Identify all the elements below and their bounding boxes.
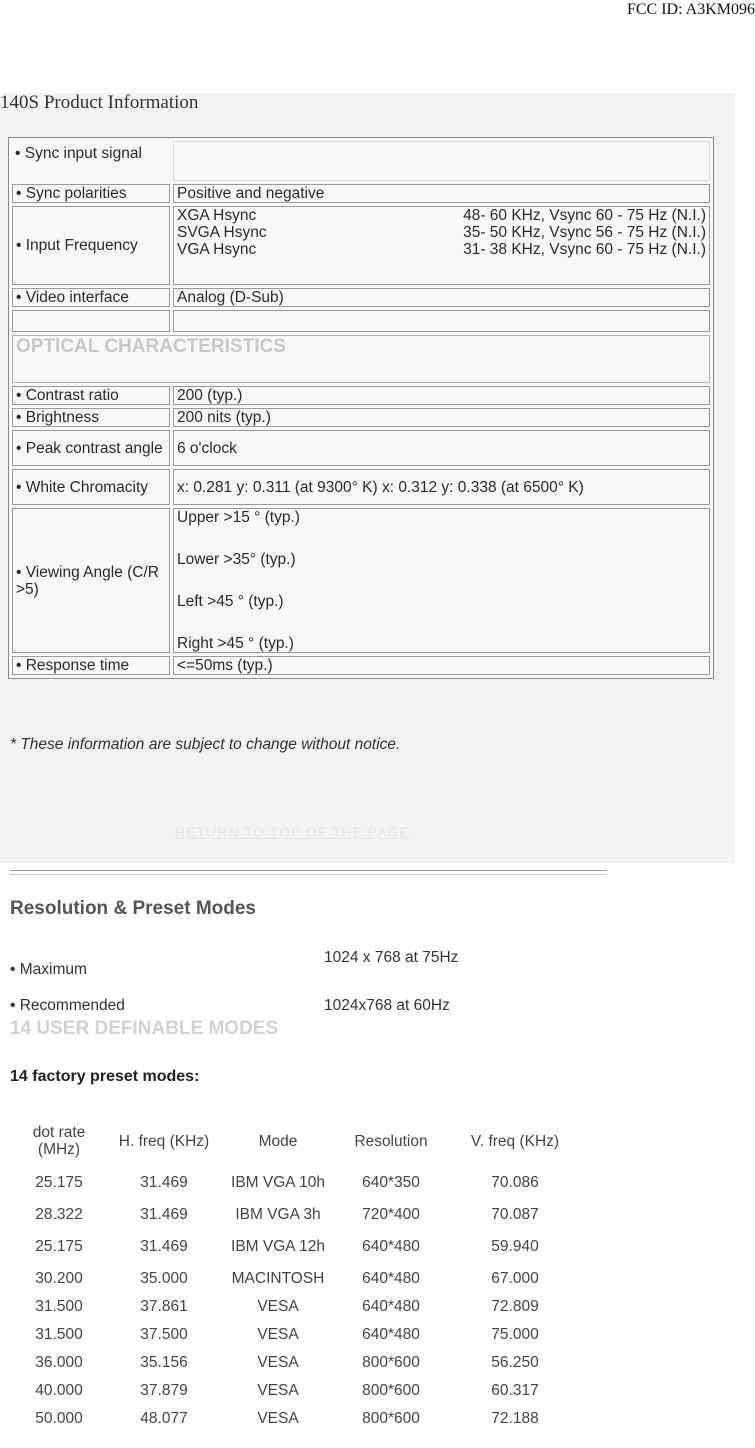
v-freq-cell: 60.317 xyxy=(491,1381,539,1399)
resolution-cell: 800*600 xyxy=(362,1381,420,1399)
table-row xyxy=(14,1320,580,1348)
mode-cell: MACINTOSH xyxy=(231,1269,325,1287)
input-frequency-value xyxy=(173,206,710,285)
freq-line-vga xyxy=(177,241,706,258)
return-to-top-link[interactable]: RETURN TO TOP OF THE PAGE xyxy=(175,824,410,840)
input-frequency-label: • Input Frequency xyxy=(12,206,170,285)
viewing-angle-left: Left >45 ° (typ.) xyxy=(177,593,284,610)
mode-cell: IBM VGA 10h xyxy=(231,1173,325,1191)
v-freq-cell: 70.086 xyxy=(491,1173,539,1191)
dot-rate-cell: 30.200 xyxy=(35,1269,83,1287)
brightness-label: • Brightness xyxy=(12,408,170,427)
dot-rate-cell: 40.000 xyxy=(35,1381,83,1399)
v-freq-cell: 59.940 xyxy=(491,1237,539,1255)
page-title: 140S Product Information xyxy=(0,92,199,113)
resolution-cell: 720*400 xyxy=(362,1205,420,1223)
table-row xyxy=(14,1348,580,1376)
resolution-cell: 640*480 xyxy=(362,1237,420,1255)
table-row xyxy=(14,1228,580,1264)
dot-rate-cell: 25.175 xyxy=(35,1173,83,1191)
divider xyxy=(10,870,607,875)
empty-cell xyxy=(173,310,710,332)
v-freq-cell: 72.188 xyxy=(491,1409,539,1427)
mode-cell: VESA xyxy=(257,1381,299,1399)
freq-mode: SVGA Hsync xyxy=(177,224,267,241)
h-freq-cell: 35.156 xyxy=(140,1353,188,1371)
freq-line-xga xyxy=(177,207,706,224)
freq-value: 31- 38 KHz, Vsync 60 - 75 Hz (N.I.) xyxy=(463,241,706,258)
white-chromacity-value: x: 0.281 y: 0.311 (at 9300° K) x: 0.312 y: 0.338 (at 6500° K) xyxy=(173,469,710,505)
mode-cell: IBM VGA 12h xyxy=(231,1237,325,1255)
sync-polarities-label: • Sync polarities xyxy=(12,184,170,203)
dot-rate-cell: 31.500 xyxy=(35,1297,83,1315)
table-row xyxy=(14,1404,580,1432)
h-freq-cell: 35.000 xyxy=(140,1269,188,1287)
white-chromacity-label: • White Chromacity xyxy=(12,469,170,505)
v-freq-cell: 70.087 xyxy=(491,1205,539,1223)
table-row xyxy=(14,1164,580,1200)
table-row xyxy=(14,1200,580,1228)
recommended-label: • Recommended xyxy=(10,997,125,1014)
sync-polarities-value: Positive and negative xyxy=(173,184,710,203)
contrast-ratio-value: 200 (typ.) xyxy=(173,386,710,405)
v-freq-cell: 72.809 xyxy=(491,1297,539,1315)
disclaimer-note: * These information are subject to change without notice. xyxy=(10,736,401,753)
table-row xyxy=(14,1264,580,1292)
resolution-cell: 640*480 xyxy=(362,1297,420,1315)
v-freq-cell: 56.250 xyxy=(491,1353,539,1371)
mode-cell: VESA xyxy=(257,1325,299,1343)
resolution-cell: 640*350 xyxy=(362,1173,420,1191)
fcc-id: FCC ID: A3KM096 xyxy=(626,1,755,18)
viewing-angle-upper: Upper >15 ° (typ.) xyxy=(177,509,300,526)
table-header-row xyxy=(14,1118,580,1164)
freq-mode: XGA Hsync xyxy=(177,207,257,224)
preset-modes-table xyxy=(14,1118,580,1432)
freq-line-svga xyxy=(177,224,706,241)
mode-cell: IBM VGA 3h xyxy=(235,1205,321,1223)
h-freq-cell: 31.469 xyxy=(140,1237,188,1255)
resolution-cell: 640*480 xyxy=(362,1269,420,1287)
maximum-label: • Maximum xyxy=(10,961,87,978)
viewing-angle-lower: Lower >35° (typ.) xyxy=(177,551,296,568)
v-freq-cell: 75.000 xyxy=(491,1325,539,1343)
h-freq-cell: 31.469 xyxy=(140,1205,188,1223)
resolution-cell: 800*600 xyxy=(362,1353,420,1371)
dot-rate-cell: 25.175 xyxy=(35,1237,83,1255)
column-header: Mode xyxy=(258,1132,298,1150)
video-interface-label: • Video interface xyxy=(12,288,170,307)
dot-rate-cell: 31.500 xyxy=(35,1325,83,1343)
response-time-label: • Response time xyxy=(12,656,170,675)
column-header: H. freq (KHz) xyxy=(118,1132,210,1150)
response-time-value: <=50ms (typ.) xyxy=(173,656,710,675)
resolution-cell: 800*600 xyxy=(362,1409,420,1427)
h-freq-cell: 37.861 xyxy=(140,1297,188,1315)
table-row xyxy=(14,1292,580,1320)
freq-value: 35- 50 KHz, Vsync 56 - 75 Hz (N.I.) xyxy=(463,224,706,241)
column-header: V. freq (KHz) xyxy=(470,1132,560,1150)
peak-contrast-label: • Peak contrast angle xyxy=(12,430,170,466)
dot-rate-cell: 28.322 xyxy=(35,1205,83,1223)
maximum-value: 1024 x 768 at 75Hz xyxy=(324,949,459,966)
spec-table xyxy=(8,137,714,679)
viewing-angle-value xyxy=(173,508,710,653)
h-freq-cell: 48.077 xyxy=(140,1409,188,1427)
table-row xyxy=(14,1376,580,1404)
contrast-ratio-label: • Contrast ratio xyxy=(12,386,170,405)
viewing-angle-right: Right >45 ° (typ.) xyxy=(177,635,294,652)
h-freq-cell: 37.500 xyxy=(140,1325,188,1343)
mode-cell: VESA xyxy=(257,1297,299,1315)
freq-value: 48- 60 KHz, Vsync 60 - 75 Hz (N.I.) xyxy=(463,207,706,224)
peak-contrast-value: 6 o'clock xyxy=(173,430,710,466)
resolution-cell: 640*480 xyxy=(362,1325,420,1343)
v-freq-cell: 67.000 xyxy=(491,1269,539,1287)
h-freq-cell: 31.469 xyxy=(140,1173,188,1191)
mode-cell: VESA xyxy=(257,1353,299,1371)
sync-input-label: • Sync input signal xyxy=(15,145,142,162)
dot-rate-cell: 50.000 xyxy=(35,1409,83,1427)
freq-mode: VGA Hsync xyxy=(177,241,257,258)
user-modes-heading: 14 USER DEFINABLE MODES xyxy=(10,1018,279,1039)
mode-cell: VESA xyxy=(257,1409,299,1427)
optical-heading: OPTICAL CHARACTERISTICS xyxy=(12,335,710,383)
empty-cell xyxy=(12,310,170,332)
brightness-value: 200 nits (typ.) xyxy=(173,408,710,427)
dot-rate-cell: 36.000 xyxy=(35,1353,83,1371)
factory-modes-heading: 14 factory preset modes: xyxy=(10,1068,200,1085)
viewing-angle-label: • Viewing Angle (C/R >5) xyxy=(12,508,170,653)
sync-input-value xyxy=(173,141,710,181)
column-header: dot rate (MHz) xyxy=(32,1124,86,1158)
resolution-heading: Resolution & Preset Modes xyxy=(10,898,256,919)
column-header: Resolution xyxy=(354,1132,428,1150)
recommended-value: 1024x768 at 60Hz xyxy=(324,997,450,1014)
h-freq-cell: 37.879 xyxy=(140,1381,188,1399)
video-interface-value: Analog (D-Sub) xyxy=(173,288,710,307)
